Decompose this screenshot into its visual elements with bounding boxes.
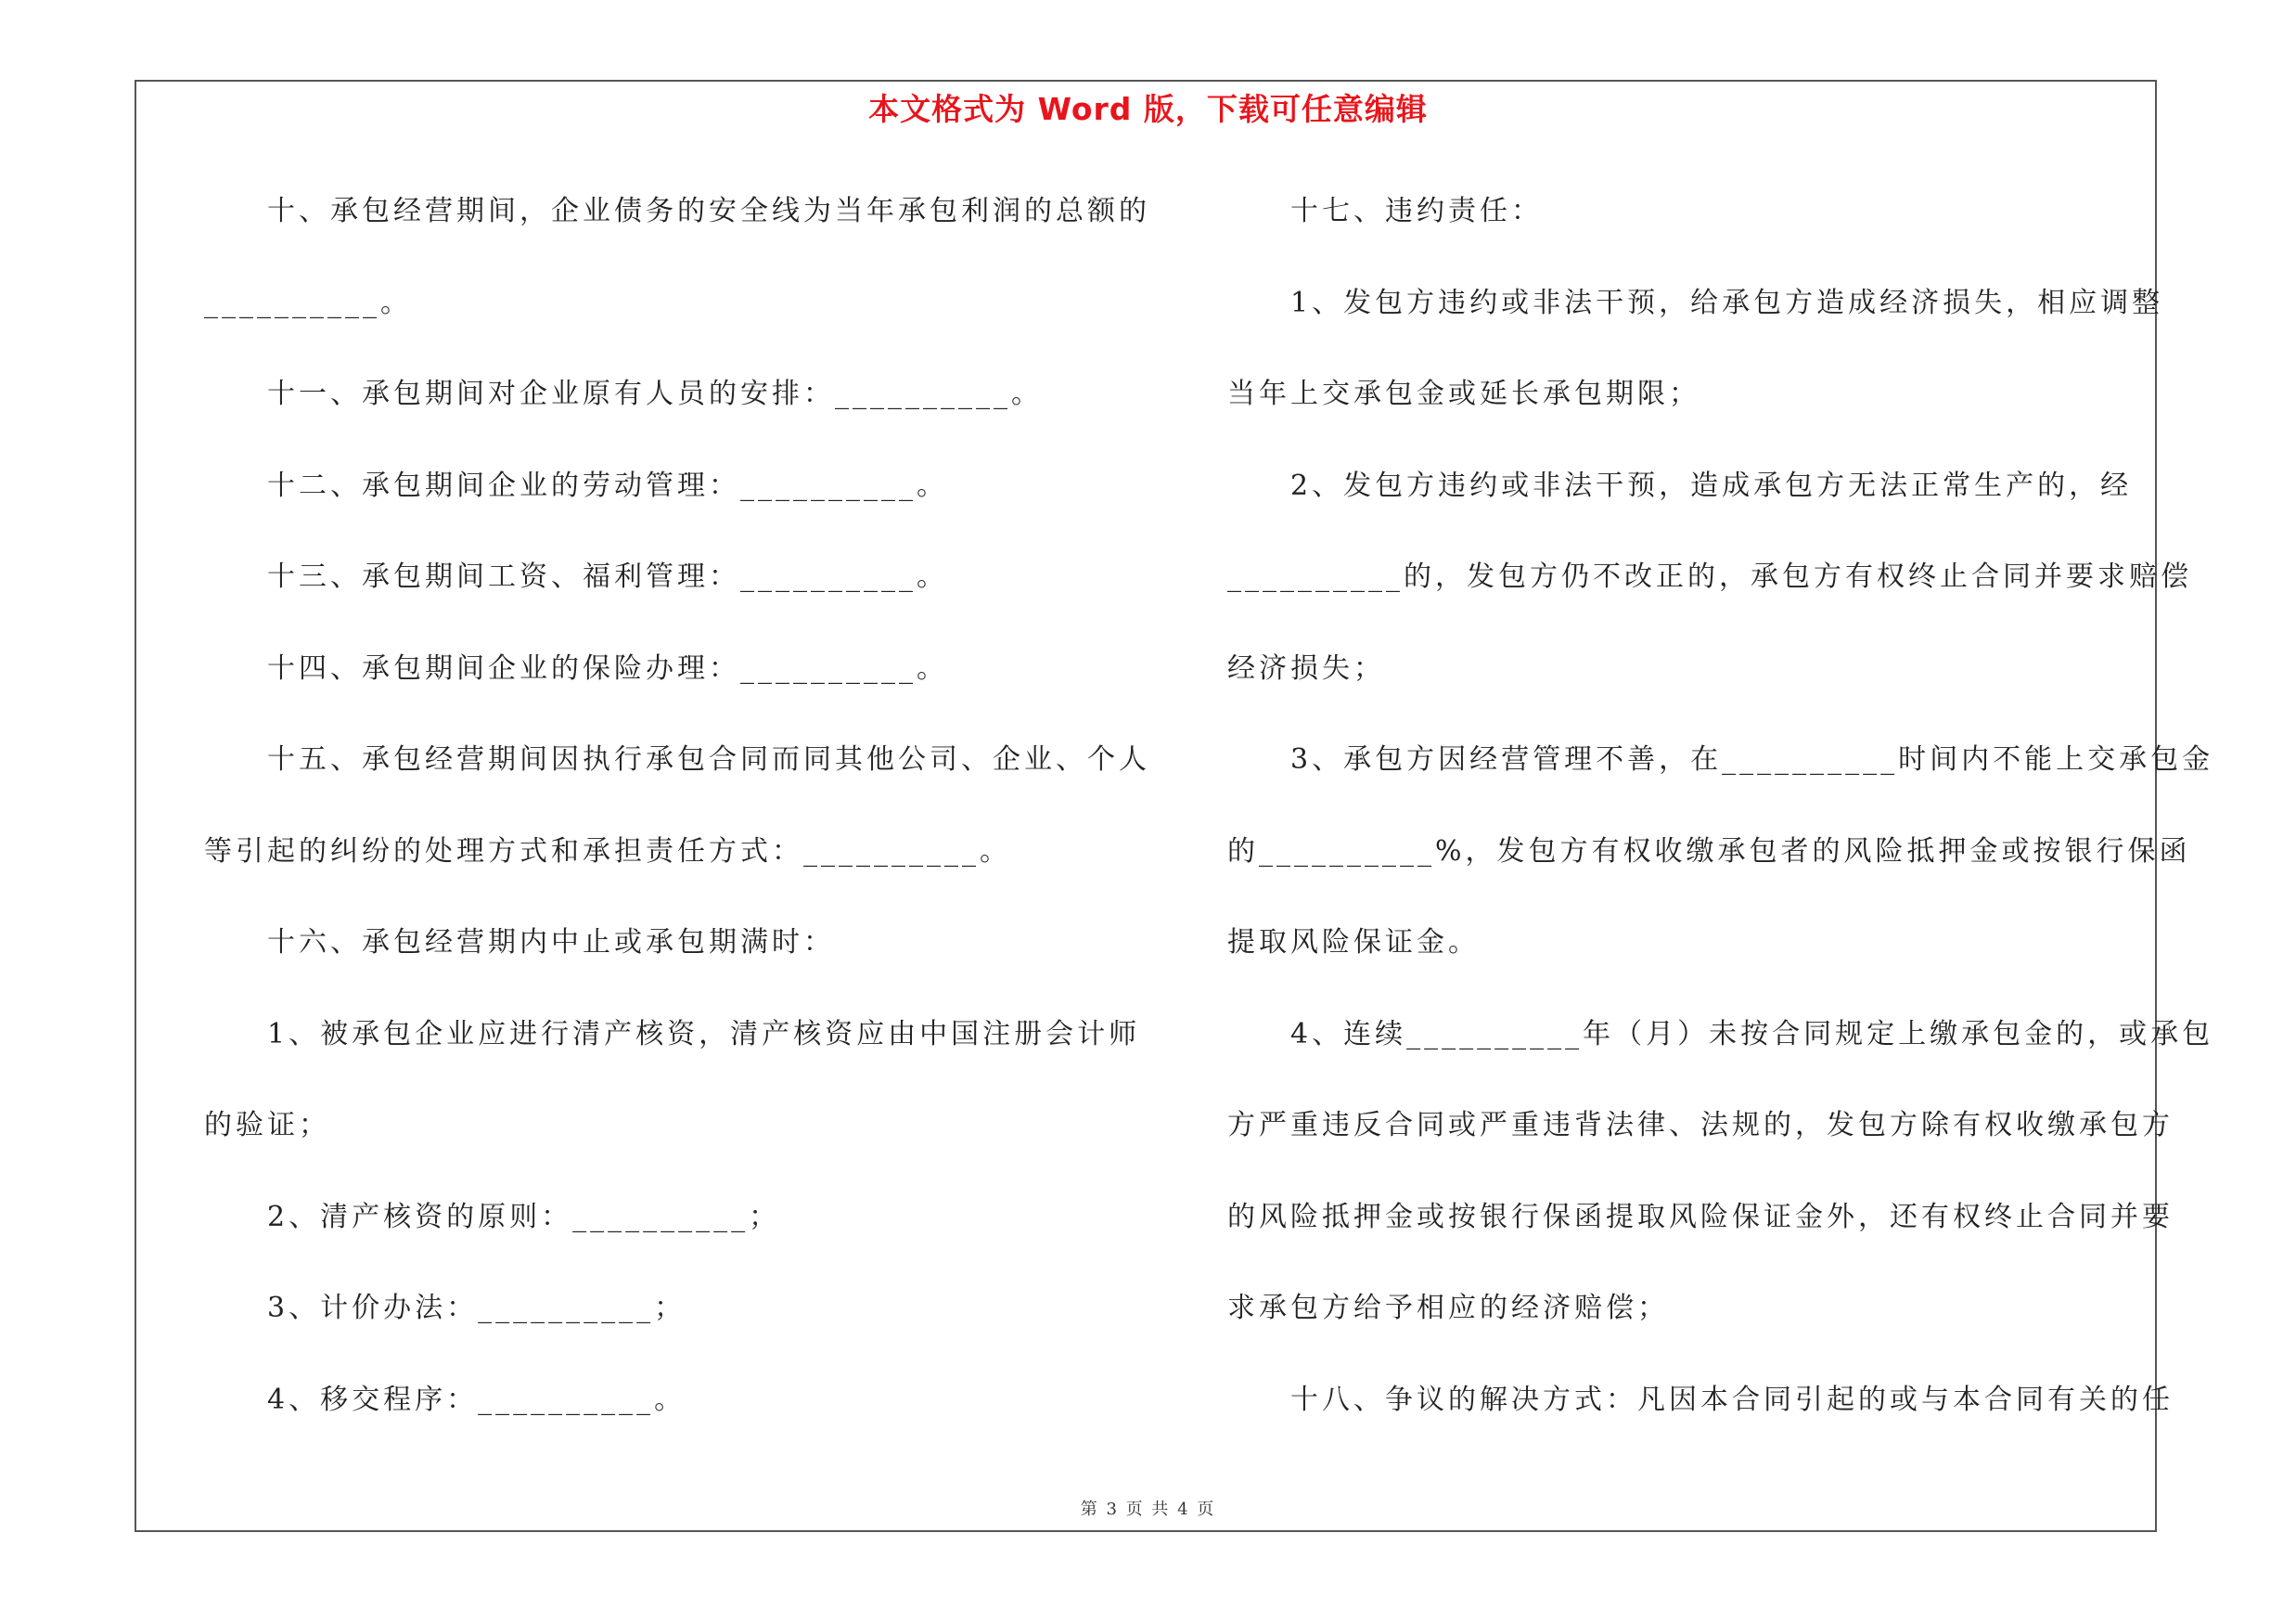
- paragraph-line: 十二、承包期间企业的劳动管理：__________。: [267, 469, 948, 502]
- paragraph-line: 十、承包经营期间，企业债务的安全线为当年承包利润的总额的: [267, 195, 1150, 227]
- paragraph-line: 十七、违约责任：: [1290, 195, 1543, 227]
- paragraph-line: __________的，发包方仍不改正的，承包方有权终止合同并要求赔偿: [1227, 560, 2192, 593]
- paragraph-line: 提取风险保证金。: [1227, 926, 1480, 959]
- paragraph-line: 十三、承包期间工资、福利管理：__________。: [267, 560, 948, 593]
- paragraph-line: 的__________%，发包方有权收缴承包者的风险抵押金或按银行保函: [1227, 834, 2191, 868]
- paragraph-line: 2、清产核资的原则：__________；: [267, 1200, 781, 1233]
- paragraph-line: 十六、承包经营期内中止或承包期满时：: [267, 926, 835, 959]
- paragraph-line: 十一、承包期间对企业原有人员的安排：__________。: [267, 378, 1043, 410]
- paragraph-line: 2、发包方违约或非法干预，造成承包方无法正常生产的，经: [1290, 469, 2133, 502]
- left-column: [204, 184, 1150, 1463]
- paragraph-line: 方严重违反合同或严重违背法律、法规的，发包方除有权收缴承包方: [1227, 1109, 2174, 1141]
- paragraph-line: 4、移交程序：__________。: [267, 1383, 686, 1416]
- paragraph-line: 的验证；: [204, 1109, 330, 1141]
- paragraph-line: 十四、承包期间企业的保险办理：__________。: [267, 651, 948, 685]
- paragraph-line: 十五、承包经营期间因执行承包合同而同其他公司、企业、个人: [267, 743, 1150, 776]
- paragraph-line: 等引起的纠纷的处理方式和承担责任方式：__________。: [204, 834, 1011, 868]
- paragraph-line: 1、被承包企业应进行清产核资，清产核资应由中国注册会计师: [267, 1017, 1141, 1050]
- paragraph-line: 经济损失；: [1227, 651, 1385, 685]
- right-column: [1227, 184, 2214, 1463]
- paragraph-line: __________。: [204, 286, 412, 319]
- paragraph-line: 3、计价办法：__________；: [267, 1292, 686, 1324]
- paragraph-line: 1、发包方违约或非法干预，给承包方造成经济损失，相应调整: [1290, 286, 2164, 319]
- paragraph-line: 的风险抵押金或按银行保函提取风险保证金外，还有权终止合同并要: [1227, 1200, 2174, 1233]
- page-number-footer: 第 3 页 共 4 页: [1080, 1500, 1216, 1519]
- paragraph-line: 十八、争议的解决方式：凡因本合同引起的或与本合同有关的任: [1290, 1383, 2174, 1416]
- header-banner: 本文格式为 Word 版，下载可任意编辑: [868, 91, 1428, 127]
- paragraph-line: 求承包方给予相应的经济赔偿；: [1227, 1292, 1669, 1324]
- paragraph-line: 3、承包方因经营管理不善，在__________时间内不能上交承包金: [1290, 743, 2214, 776]
- paragraph-line: 4、连续__________年（月）未按合同规定上缴承包金的，或承包: [1290, 1017, 2214, 1050]
- paragraph-line: 当年上交承包金或延长承包期限；: [1227, 378, 1700, 410]
